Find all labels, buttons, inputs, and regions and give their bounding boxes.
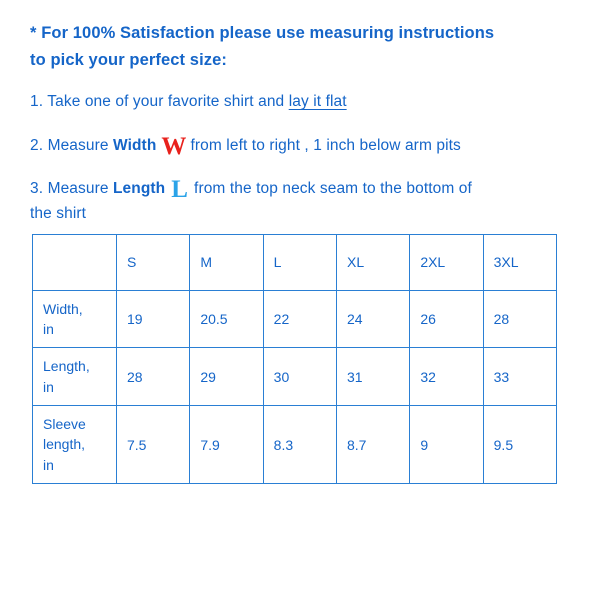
row-label-length-line1: Length,: [43, 358, 90, 375]
table-col-header-2xl: 2XL: [410, 234, 483, 290]
cell-length-xl: 31: [336, 348, 409, 406]
table-col-header-m: M: [190, 234, 263, 290]
table-col-header-s: S: [117, 234, 190, 290]
cell-width-s: 19: [117, 290, 190, 348]
step-3-text-wrap: the shirt: [30, 204, 87, 222]
cell-width-2xl: 26: [410, 290, 483, 348]
step-2-bold-width: Width: [112, 136, 157, 154]
size-table: [32, 234, 557, 484]
cell-length-3xl: 33: [483, 348, 556, 406]
cell-width-xl: 24: [336, 290, 409, 348]
row-label-width-line1: Width,: [43, 300, 83, 317]
table-corner-cell: [33, 234, 117, 290]
cell-sleeve-2xl: 9: [410, 406, 483, 484]
headline: [30, 20, 576, 73]
step-3-number: 3.: [30, 179, 44, 197]
row-label-width-line2: in: [43, 321, 54, 338]
cell-length-2xl: 32: [410, 348, 483, 406]
headline-line-1: * For 100% Satisfaction please use measuring instructions: [30, 24, 495, 42]
cell-width-3xl: 28: [483, 290, 556, 348]
step-3: 3. Measure Length L from the top neck seam to the bottom of the shirt: [30, 176, 576, 226]
row-label-length: [33, 348, 117, 406]
cell-width-m: 20.5: [190, 290, 263, 348]
step-2-number: 2.: [30, 136, 44, 154]
row-label-sleeve-length: [33, 406, 117, 484]
step-2-text-pre: Measure: [47, 136, 113, 154]
cell-length-m: 29: [190, 348, 263, 406]
step-2-text-post: from left to right , 1 inch below arm pits: [190, 136, 461, 154]
table-col-header-l: L: [263, 234, 336, 290]
cell-sleeve-3xl: 9.5: [483, 406, 556, 484]
cell-length-s: 28: [117, 348, 190, 406]
step-3-text-pre: Measure: [47, 179, 113, 197]
cell-length-l: 30: [263, 348, 336, 406]
table-col-header-xl: XL: [336, 234, 409, 290]
cell-sleeve-xl: 8.7: [336, 406, 409, 484]
cell-sleeve-m: 7.9: [190, 406, 263, 484]
row-label-sleeve-line3: in: [43, 456, 54, 473]
headline-line-2: to pick your perfect size:: [30, 50, 227, 69]
row-label-length-line2: in: [43, 378, 54, 395]
step-3-bold-length: Length: [112, 179, 166, 197]
row-label-sleeve-line1: Sleeve: [43, 416, 86, 433]
step-1-number: 1.: [30, 93, 44, 111]
row-label-sleeve-line2: length,: [43, 436, 86, 453]
step-3-text-post: from the top neck seam to the bottom of: [194, 179, 472, 197]
cell-width-l: 22: [263, 290, 336, 348]
row-label-width: [33, 290, 117, 348]
cell-sleeve-s: 7.5: [117, 406, 190, 484]
table-row: [33, 406, 557, 484]
table-col-header-3xl: 3XL: [483, 234, 556, 290]
step-1-text: Take one of your favorite shirt and: [47, 93, 289, 111]
cell-sleeve-l: 8.3: [263, 406, 336, 484]
step-1: [30, 89, 576, 114]
table-row: [33, 290, 557, 348]
table-header-row: [33, 234, 557, 290]
instruction-steps: [30, 89, 576, 225]
step-1-underlined-text: lay it flat: [288, 93, 347, 111]
step-2: 2. Measure Width W from left to right , 1 inch below arm pits: [30, 132, 461, 160]
table-row: [33, 348, 557, 406]
